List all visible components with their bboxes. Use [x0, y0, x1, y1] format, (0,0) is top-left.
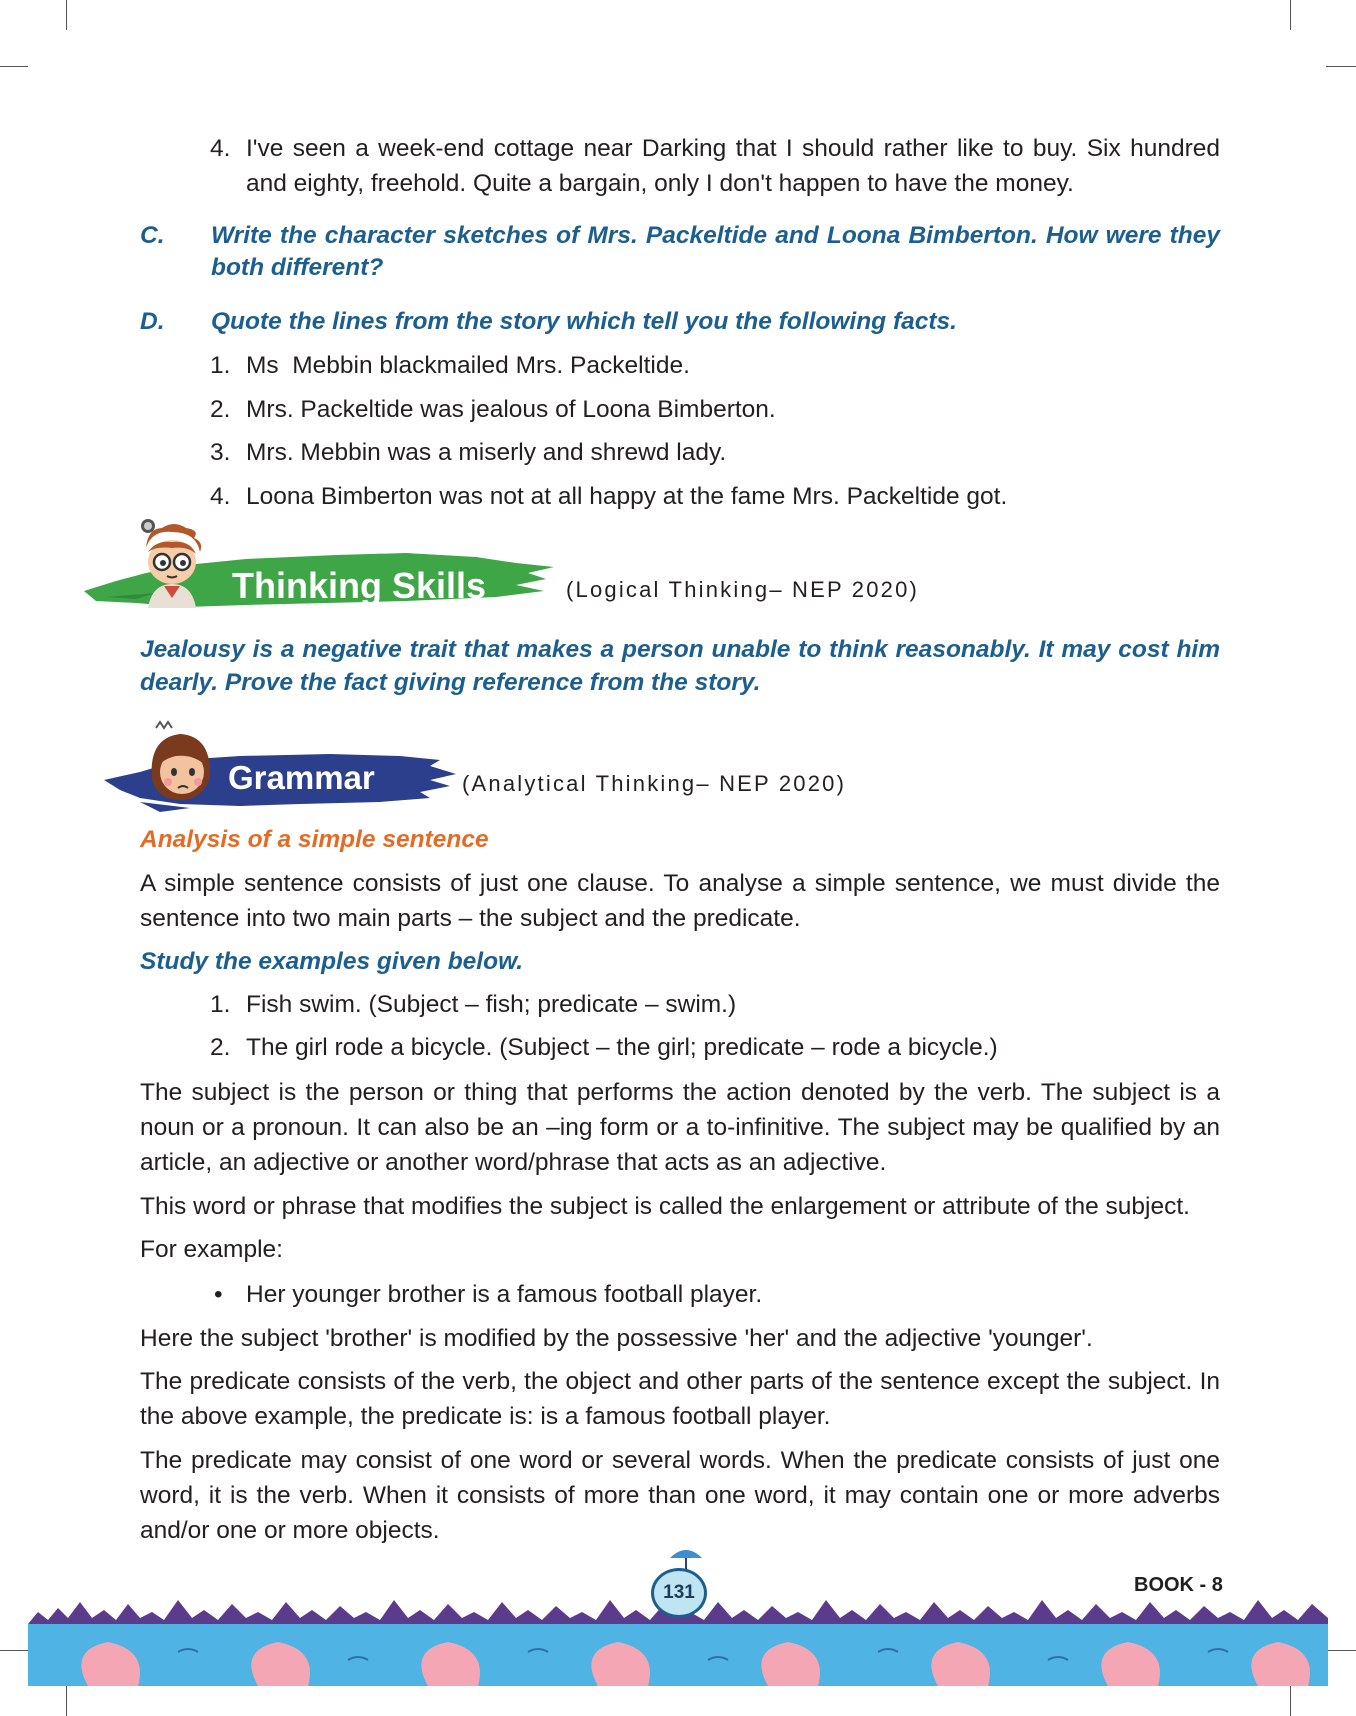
thinking-skills-question: Jealousy is a negative trait that makes a person unable to think reasonably. It may cost him dearly. Prove the fact giving reference from the story. [140, 636, 1220, 696]
list-item-text: The girl rode a bicycle. (Subject – the girl; predicate – rode a bicycle.) [246, 1034, 998, 1061]
book-label: BOOK - 8 [1134, 1574, 1223, 1596]
crop-mark [1290, 0, 1291, 30]
thinking-skills-subtitle: (Logical Thinking– NEP 2020) [566, 577, 920, 602]
grammar-girl-icon [146, 720, 216, 810]
question-d-text: Quote the lines from the story which tell you the following facts. [211, 308, 957, 335]
paragraph: The predicate may consist of one word or several words. When the predicate consists of just one word, it is the verb. When it consists of more than one word, it may contain one or more adverbs and/or one or more objects. [140, 1447, 1220, 1544]
list-item-text: Mrs. Mebbin was a miserly and shrewd lady. [246, 439, 727, 466]
crop-mark [66, 1686, 67, 1716]
crop-mark [1290, 1686, 1291, 1716]
list-number: 2. [210, 396, 231, 423]
crop-mark [66, 0, 67, 30]
paragraph: This word or phrase that modifies the subject is called the enlargement or attribute of the subject. [140, 1193, 1190, 1220]
question-letter-d: D. [140, 308, 165, 335]
list-number: 2. [210, 1034, 231, 1061]
paragraph: Here the subject 'brother' is modified by the possessive 'her' and the adjective 'younger'. [140, 1325, 1093, 1352]
paragraph: The predicate consists of the verb, the object and other parts of the sentence except the subject. In the above example, the predicate is: is a famous football player. [140, 1368, 1220, 1430]
list-number: 1. [210, 352, 231, 379]
crop-mark [1326, 1650, 1356, 1651]
question-c-text: Write the character sketches of Mrs. Packeltide and Loona Bimberton. How were they both different? [211, 222, 1220, 281]
paragraph: For example: [140, 1236, 283, 1263]
crop-mark [0, 1650, 28, 1651]
umbrella-icon [666, 1542, 706, 1572]
list-item-text: I've seen a week-end cottage near Darking that I should rather like to buy. Six hundred and eighty, freehold. Quite a bargain, only I don't happen to have the money. [246, 135, 1220, 197]
paragraph: A simple sentence consists of just one clause. To analyse a simple sentence, we must divide the sentence into two main parts – the subject and the predicate. [140, 870, 1220, 932]
list-item-text: Fish swim. (Subject – fish; predicate – swim.) [246, 991, 737, 1018]
thinking-boy-icon [134, 518, 210, 614]
grammar-subtitle: (Analytical Thinking– NEP 2020) [462, 771, 847, 796]
page-number: 131 [651, 1568, 707, 1618]
paragraph: The subject is the person or thing that performs the action denoted by the verb. The subject is a noun or a pronoun. It can also be an –ing form or a to-infinitive. The subject may be qualified by an article, an adjective or another word/phrase that acts as an adjective. [140, 1079, 1220, 1176]
list-number: 3. [210, 439, 231, 466]
list-number: 1. [210, 991, 231, 1018]
list-item-text: Loona Bimberton was not at all happy at the fame Mrs. Packeltide got. [246, 483, 1008, 510]
list-item-text: Mrs. Packeltide was jealous of Loona Bimberton. [246, 396, 776, 423]
thinking-skills-title: Thinking Skills [232, 565, 487, 606]
bullet: • [214, 1281, 223, 1308]
list-item-text: Ms Mebbin blackmailed Mrs. Packeltide. [246, 352, 690, 379]
section-heading: Analysis of a simple sentence [140, 826, 489, 853]
list-number: 4. [210, 135, 231, 162]
crop-mark [1326, 66, 1356, 67]
list-item-text: Her younger brother is a famous football player. [246, 1281, 763, 1308]
section-subheading: Study the examples given below. [140, 948, 524, 975]
grammar-title: Grammar [228, 759, 375, 796]
question-letter-c: C. [140, 222, 165, 249]
list-number: 4. [210, 483, 231, 510]
crop-mark [0, 66, 28, 67]
